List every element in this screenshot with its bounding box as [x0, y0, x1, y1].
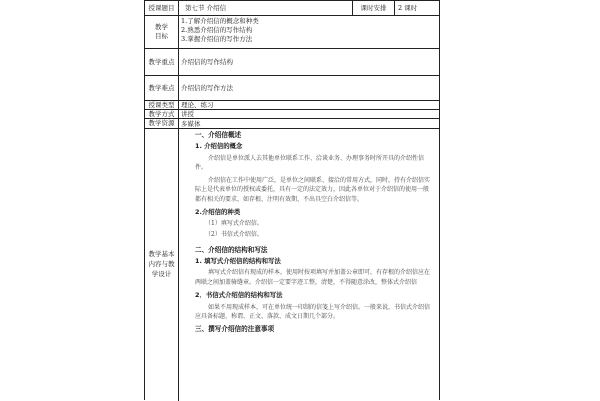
resources-row [145, 119, 439, 129]
content-body [179, 129, 439, 401]
difficulty-row [145, 76, 439, 101]
key-points-row [145, 49, 439, 76]
paragraph: 介绍信在工作中使用广泛，是单位之间联系、接洽的常用方式，同时，持有介绍信实际上是代表单位的授权或委托，具有一定的法定效力，因此各单位对于介绍信的使用一般都有相关的要求，如存根、注明有效期、不出具空白介绍信等。 [195, 177, 431, 203]
lesson-type-row [145, 101, 439, 110]
list-item: （2）书信式介绍信。 [205, 230, 263, 238]
section-2-subtitle-1: 1. 填写式介绍信的结构和写法 [195, 256, 281, 265]
content-row [145, 129, 439, 401]
objective-item: 1.了解介绍信的概念和种类 [181, 17, 259, 25]
list-item: （1）填写式介绍信。 [205, 219, 263, 227]
key-points-value: 介绍信的写作结构 [181, 57, 233, 66]
section-2-title: 二、介绍信的结构和写法 [195, 245, 268, 254]
resources-label: 教学资源 [145, 119, 179, 128]
lesson-type-value: 理论、练习 [181, 101, 214, 109]
section-2-subtitle-2: 2．书信式介绍信的结构和写法 [195, 290, 283, 299]
objectives-list [179, 16, 439, 48]
difficulty-label: 教学难点 [145, 76, 179, 100]
content-label: 教学基本内容与教学设计 [145, 129, 179, 401]
hours-label: 课时安排 [353, 1, 395, 15]
topic-label: 授课题目 [145, 1, 179, 15]
objectives-label: 教学 目标 [145, 16, 179, 48]
method-label: 教学方式 [145, 110, 179, 118]
section-3-title: 三、撰写介绍信的注意事项 [195, 325, 275, 334]
key-points-label: 教学重点 [145, 49, 179, 75]
method-row [145, 110, 439, 119]
objectives-row [145, 16, 439, 49]
section-1-subtitle-2: 2.介绍信的种类 [195, 208, 241, 217]
lesson-plan-table [144, 0, 440, 400]
topic-row [145, 1, 439, 16]
paragraph: 填写式介绍信有现成的样本，使用时按项填写并加盖公章即可，有存根的介绍信应在两联之间加盖骑缝章。介绍信一定要字迹工整，清楚，不得随意涂改，整体式介绍信 [195, 269, 431, 286]
difficulty-value: 介绍信的写作方法 [181, 83, 233, 92]
hours-value: 2 课时 [398, 3, 418, 12]
topic-value: 第七节 介绍信 [179, 1, 353, 15]
objective-item: 2.熟悉介绍信的写作结构 [181, 25, 253, 34]
section-1-title: 一、介绍信概述 [195, 131, 242, 139]
objective-item: 3.掌握介绍信的写作方法 [181, 34, 253, 43]
paragraph: 如果不用现成样本，可在单位统一印制的信笺上写介绍信。一般来说，书信式介绍信应具备标题、称谓、正文、落款、成文日期几个部分。 [195, 303, 431, 320]
section-1-subtitle-1: 1. 介绍信的概念 [195, 141, 243, 150]
lesson-type-label: 授课类型 [145, 101, 179, 109]
method-value: 讲授 [181, 110, 194, 118]
paragraph: 介绍信是单位派人去其他单位联系工作、洽谈业务、办理事务时所开具的介绍性信件。 [195, 154, 425, 171]
resources-value: 多媒体 [181, 120, 201, 128]
